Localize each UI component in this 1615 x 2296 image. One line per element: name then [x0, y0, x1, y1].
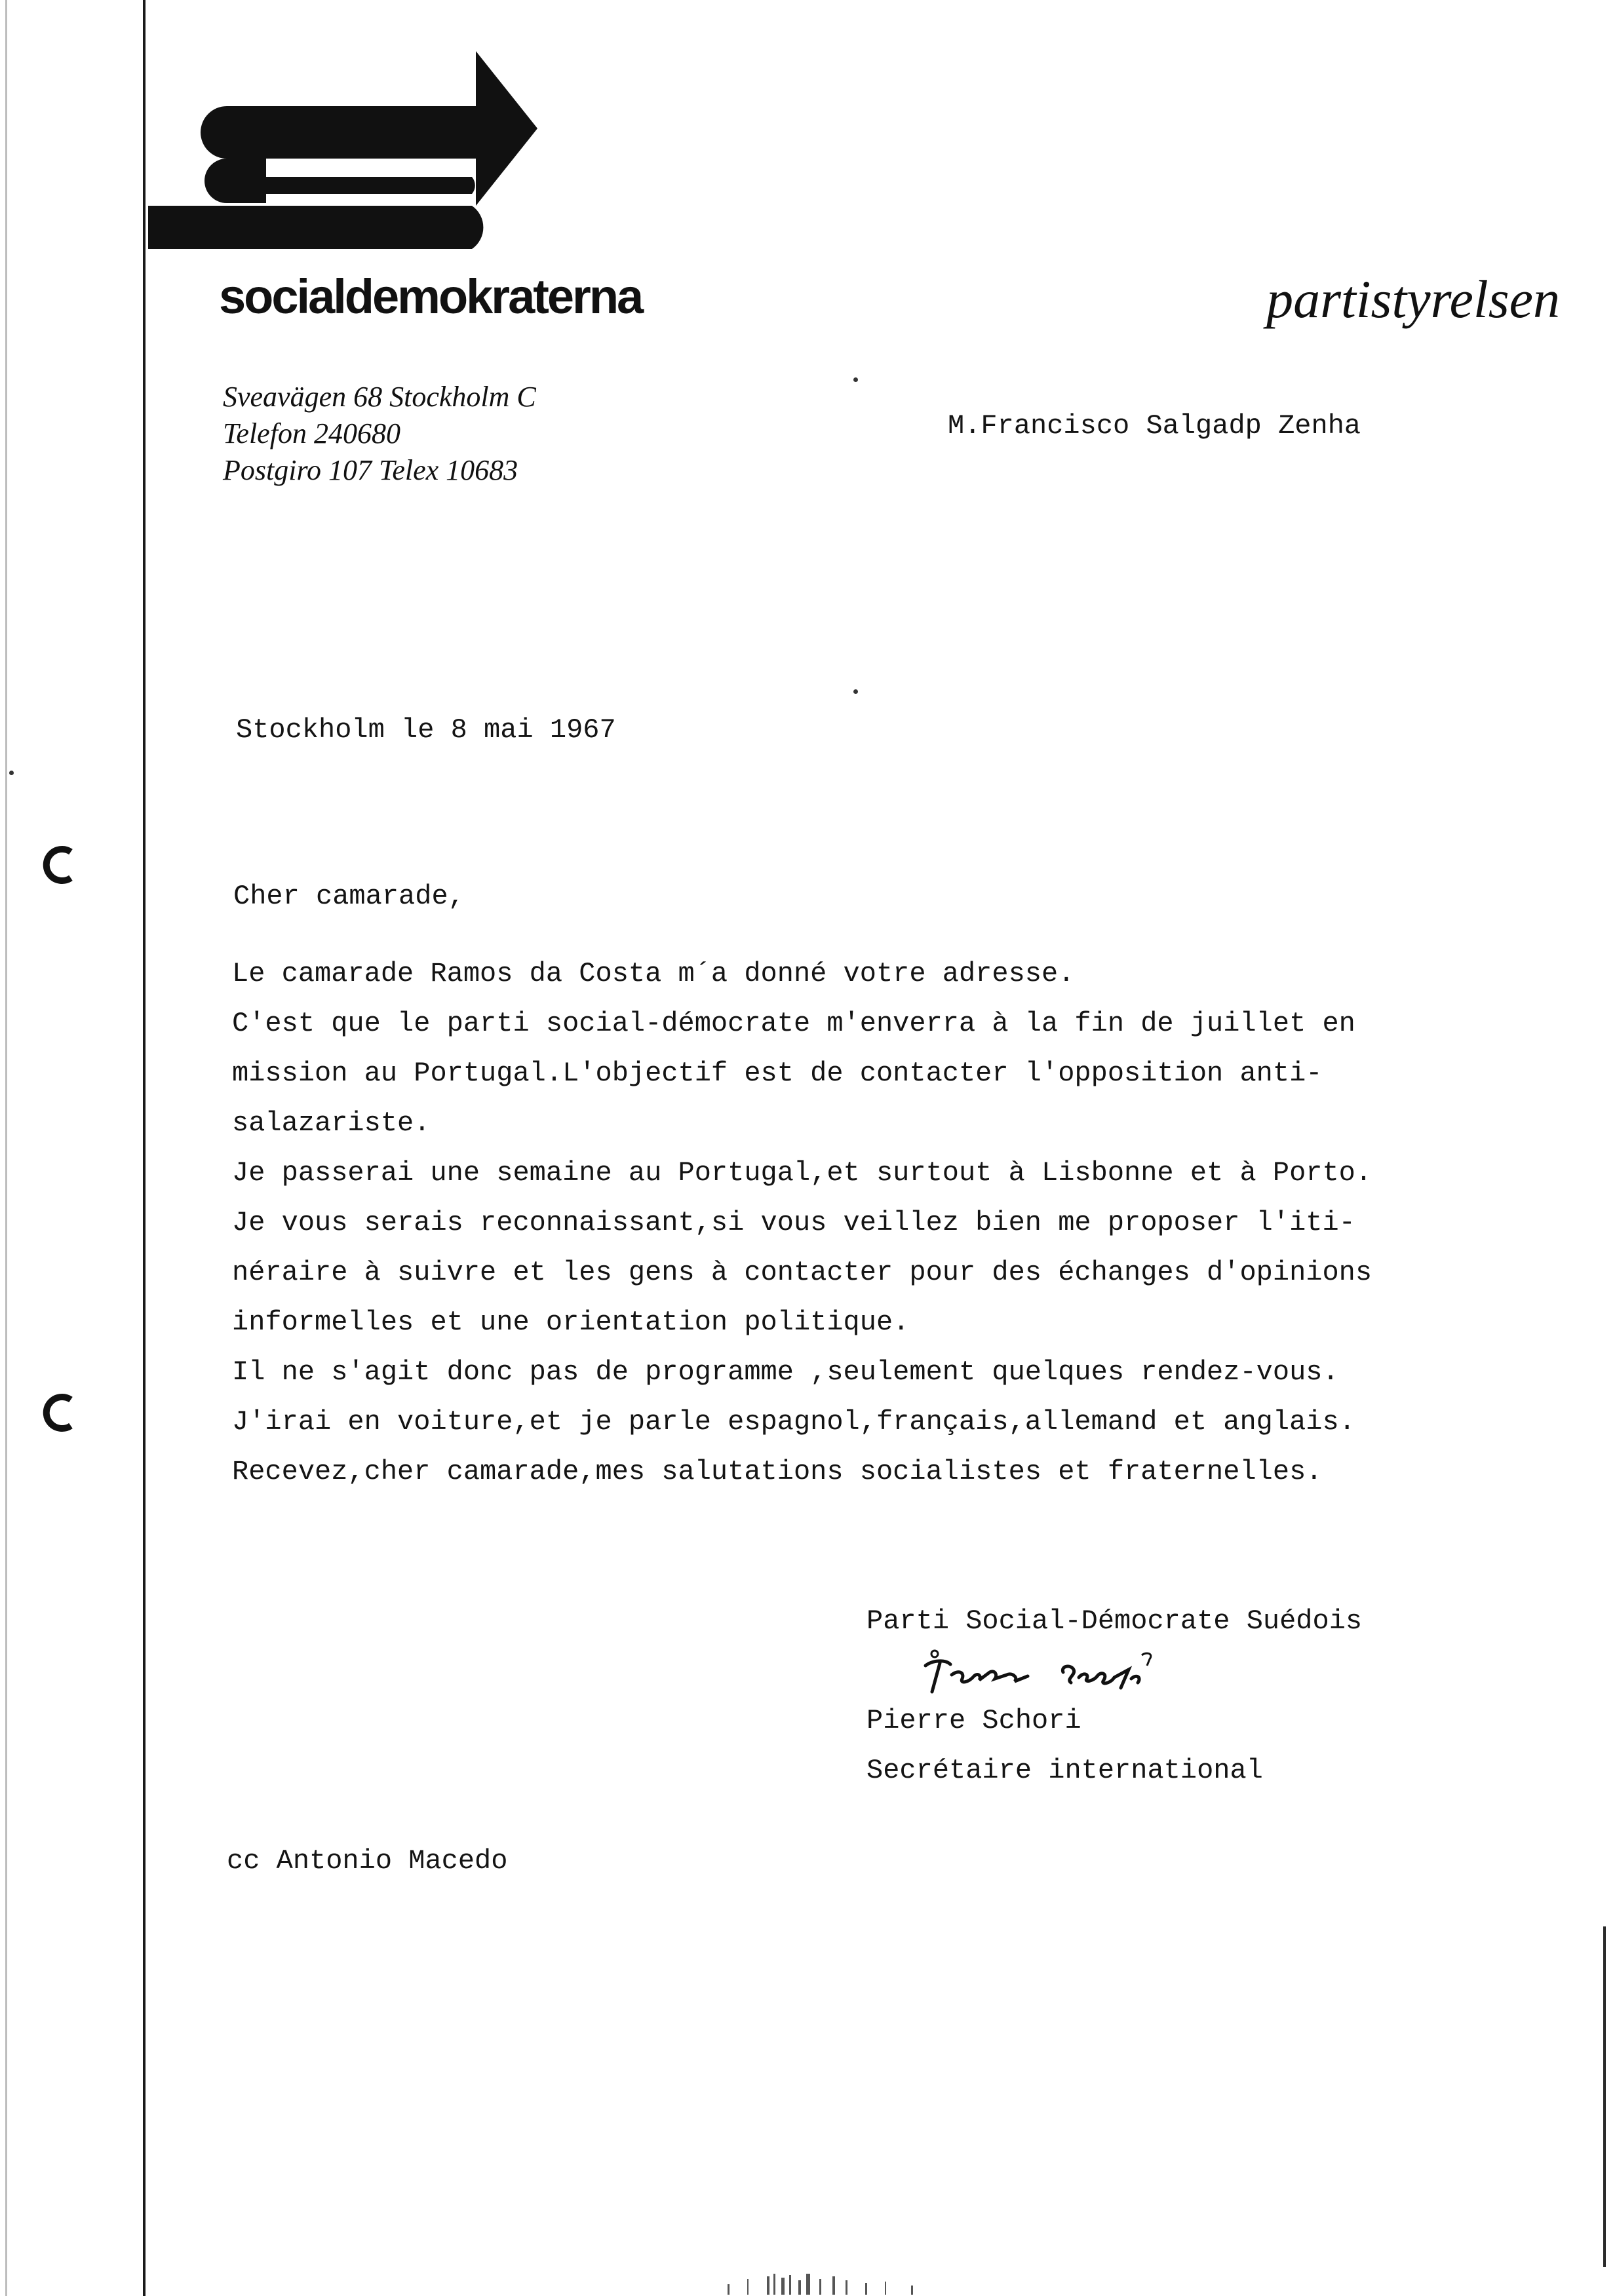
- address-line-postgiro: Postgiro 107 Telex 10683: [223, 454, 518, 486]
- margin-mark: [9, 771, 14, 775]
- signatory-organization: Parti Social-Démocrate Suédois: [866, 1605, 1363, 1637]
- body-line: Il ne s'agit donc pas de programme ,seulement quelques rendez-vous.: [232, 1356, 1339, 1388]
- body-line: néraire à suivre et les gens à contacter pour des échanges d'opinions: [232, 1257, 1372, 1288]
- department-name: partistyrelsen: [1266, 269, 1560, 329]
- address-line-street: Sveavägen 68 Stockholm C: [223, 381, 536, 413]
- signatory-title: Secrétaire international: [866, 1755, 1263, 1786]
- page-edge-line: [5, 0, 7, 2296]
- body-line: J'irai en voiture,et je parle espagnol,français,allemand et anglais.: [232, 1406, 1355, 1438]
- sender-address-block: [223, 379, 536, 489]
- right-edge-line: [1603, 1926, 1606, 2267]
- letter-body: [232, 949, 1530, 1497]
- body-line: Je vous serais reconnaissant,si vous veillez bien me proposer l'iti-: [232, 1207, 1355, 1238]
- body-line: Le camarade Ramos da Costa m´a donné votre adresse.: [232, 958, 1075, 989]
- scan-artifact: [721, 2267, 937, 2296]
- party-logo: [148, 46, 541, 262]
- signature-block: [866, 1596, 1362, 1795]
- recipient-name: M.Francisco Salgadp Zenha: [948, 410, 1361, 442]
- signatory-name: Pierre Schori: [866, 1705, 1081, 1736]
- fold-mark: [853, 377, 858, 382]
- handwritten-signature: [866, 1646, 1362, 1696]
- punch-hole-mark: [38, 1393, 77, 1432]
- punch-hole-mark: [38, 845, 77, 885]
- fold-mark: [853, 689, 858, 694]
- date-line: Stockholm le 8 mai 1967: [236, 714, 616, 746]
- address-line-phone: Telefon 240680: [223, 417, 400, 450]
- body-line: informelles et une orientation politique.: [232, 1307, 910, 1338]
- signature-scribble-icon: [866, 1646, 1234, 1696]
- body-line: Je passerai une semaine au Portugal,et surtout à Lisbonne et à Porto.: [232, 1157, 1372, 1189]
- body-line: salazariste.: [232, 1107, 431, 1139]
- brand-name: socialdemokraterna: [219, 269, 642, 324]
- body-line: C'est que le parti social-démocrate m'enverra à la fin de juillet en: [232, 1008, 1355, 1039]
- carbon-copy-line: cc Antonio Macedo: [227, 1845, 508, 1877]
- body-line: mission au Portugal.L'objectif est de contacter l'opposition anti-: [232, 1058, 1323, 1089]
- salutation: Cher camarade,: [233, 881, 465, 912]
- body-line: Recevez,cher camarade,mes salutations socialistes et fraternelles.: [232, 1456, 1323, 1487]
- binder-margin-line: [143, 0, 146, 2296]
